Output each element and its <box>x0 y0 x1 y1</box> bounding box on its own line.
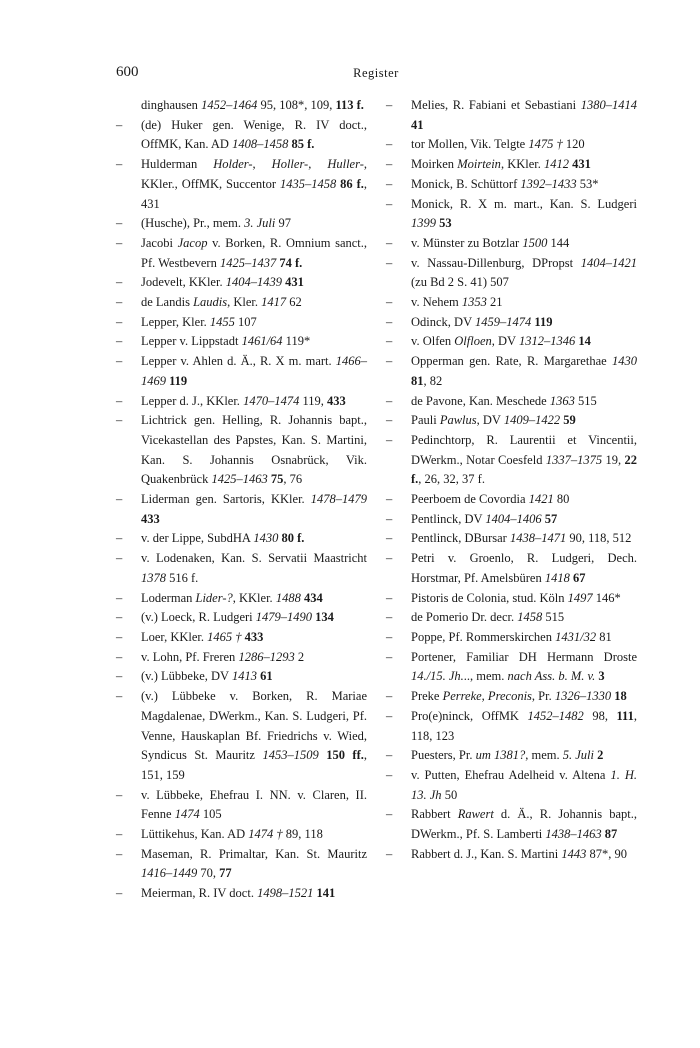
index-entry: – (Husche), Pr., mem. 3. Juli 97 <box>116 214 367 234</box>
index-entry: – (de) Huker gen. Wenige, R. IV doct., OffMK, Kan. AD 1408–1458 85 f. <box>116 116 367 155</box>
index-entry: – tor Mollen, Vik. Telgte 1475 † 120 <box>386 135 637 155</box>
index-entry: – Peerboem de Covordia 1421 80 <box>386 490 637 510</box>
page-number: 600 <box>116 64 139 80</box>
index-entry: – Petri v. Groenlo, R. Ludgeri, Dech. Horstmar, Pf. Amelsbüren 1418 67 <box>386 549 637 588</box>
index-entry: – v. Lübbeke, Ehefrau I. NN. v. Claren, II. Fenne 1474 105 <box>116 786 367 825</box>
index-entry: – Lepper d. J., KKler. 1470–1474 119, 433 <box>116 392 367 412</box>
index-entry: – v. Lodenaken, Kan. S. Servatii Maastricht 1378 516 f. <box>116 549 367 588</box>
right-index-column <box>386 96 637 864</box>
left-index-column <box>116 96 367 904</box>
index-entry: – de Pavone, Kan. Meschede 1363 515 <box>386 392 637 412</box>
index-entry: – Pedinchtorp, R. Laurentii et Vincentii, DWerkm., Notar Coesfeld 1337–1375 19, 22 f., 26, 32, 37 f. <box>386 431 637 490</box>
index-entry: dinghausen 1452–1464 95, 108*, 109, 113 f. <box>141 98 364 112</box>
index-entry: – v. Nehem 1353 21 <box>386 293 637 313</box>
index-entry: – Opperman gen. Rate, R. Margarethae 1430 81, 82 <box>386 352 637 391</box>
index-entry: – Portener, Familiar DH Hermann Droste 14./15. Jh..., mem. nach Ass. b. M. v. 3 <box>386 648 637 687</box>
index-entry: – Rabbert Rawert d. Ä., R. Johannis bapt., DWerkm., Pf. S. Lamberti 1438–1463 87 <box>386 805 637 844</box>
index-entry: – Hulderman Holder-, Holler-, Huller-, KKler., OffMK, Succentor 1435–1458 86 f., 431 <box>116 155 367 214</box>
index-entry: – Rabbert d. J., Kan. S. Martini 1443 87*, 90 <box>386 845 637 865</box>
running-head: Register <box>353 66 399 80</box>
index-entry: – Lepper, Kler. 1455 107 <box>116 313 367 333</box>
index-entry: – Moirken Moirtein, KKler. 1412 431 <box>386 155 637 175</box>
index-entry: – Pentlinck, DV 1404–1406 57 <box>386 510 637 530</box>
index-entry: – v. Olfen Olfloen, DV 1312–1346 14 <box>386 332 637 352</box>
index-entry: – Pentlinck, DBursar 1438–1471 90, 118, 512 <box>386 529 637 549</box>
index-entry: – (v.) Lübbeke v. Borken, R. Mariae Magdalenae, DWerkm., Kan. S. Ludgeri, Pf. Venne, Hauskaplan Bf. Friedrichs v. Wied, Syndicus St. Mauritz 1453–1509 150 ff., 151, 159 <box>116 687 367 786</box>
index-entry: – Odinck, DV 1459–1474 119 <box>386 313 637 333</box>
index-entry: – (v.) Lübbeke, DV 1413 61 <box>116 667 367 687</box>
index-entry: – de Landis Laudis, Kler. 1417 62 <box>116 293 367 313</box>
index-entry: – Pro(e)ninck, OffMK 1452–1482 98, 111, 118, 123 <box>386 707 637 746</box>
index-entry: – Lepper v. Lippstadt 1461/64 119* <box>116 332 367 352</box>
index-entry: – Preke Perreke, Preconis, Pr. 1326–1330 18 <box>386 687 637 707</box>
index-entry: – Monick, B. Schüttorf 1392–1433 53* <box>386 175 637 195</box>
index-entry: – Loer, KKler. 1465 † 433 <box>116 628 367 648</box>
index-entry: – Pistoris de Colonia, stud. Köln 1497 146* <box>386 589 637 609</box>
index-entry: – v. Münster zu Botzlar 1500 144 <box>386 234 637 254</box>
index-entry: – Lichtrick gen. Helling, R. Johannis bapt., Vicekastellan des Papstes, Kan. S. Martini, Kan. S. Johannis Osnabrück, Vik. Quakenbrück 1425–1463 75, 76 <box>116 411 367 490</box>
index-entry: – Maseman, R. Primaltar, Kan. St. Mauritz 1416–1449 70, 77 <box>116 845 367 884</box>
index-entry: – Puesters, Pr. um 1381?, mem. 5. Juli 2 <box>386 746 637 766</box>
index-entry: – v. Nassau-Dillenburg, DPropst 1404–1421 (zu Bd 2 S. 41) 507 <box>386 254 637 293</box>
index-entry: – v. Lohn, Pf. Freren 1286–1293 2 <box>116 648 367 668</box>
index-entry: – Lepper v. Ahlen d. Ä., R. X m. mart. 1466–1469 119 <box>116 352 367 391</box>
index-entry: – v. Putten, Ehefrau Adelheid v. Altena 1. H. 13. Jh 50 <box>386 766 637 805</box>
index-entry: – Jacobi Jacop v. Borken, R. Omnium sanct., Pf. Westbevern 1425–1437 74 f. <box>116 234 367 273</box>
index-entry: – Lüttikehus, Kan. AD 1474 † 89, 118 <box>116 825 367 845</box>
index-entry: – Loderman Lider-?, KKler. 1488 434 <box>116 589 367 609</box>
index-entry: – Melies, R. Fabiani et Sebastiani 1380–1414 41 <box>386 96 637 135</box>
index-entry: – Pauli Pawlus, DV 1409–1422 59 <box>386 411 637 431</box>
index-entry: – Liderman gen. Sartoris, KKler. 1478–1479 433 <box>116 490 367 529</box>
index-entry: – Monick, R. X m. mart., Kan. S. Ludgeri 1399 53 <box>386 195 637 234</box>
index-entry: – de Pomerio Dr. decr. 1458 515 <box>386 608 637 628</box>
index-entry: – Meierman, R. IV doct. 1498–1521 141 <box>116 884 367 904</box>
index-entry: – v. der Lippe, SubdHA 1430 80 f. <box>116 529 367 549</box>
index-entry: – Jodevelt, KKler. 1404–1439 431 <box>116 273 367 293</box>
index-entry: – (v.) Loeck, R. Ludgeri 1479–1490 134 <box>116 608 367 628</box>
index-entry: – Poppe, Pf. Rommerskirchen 1431/32 81 <box>386 628 637 648</box>
